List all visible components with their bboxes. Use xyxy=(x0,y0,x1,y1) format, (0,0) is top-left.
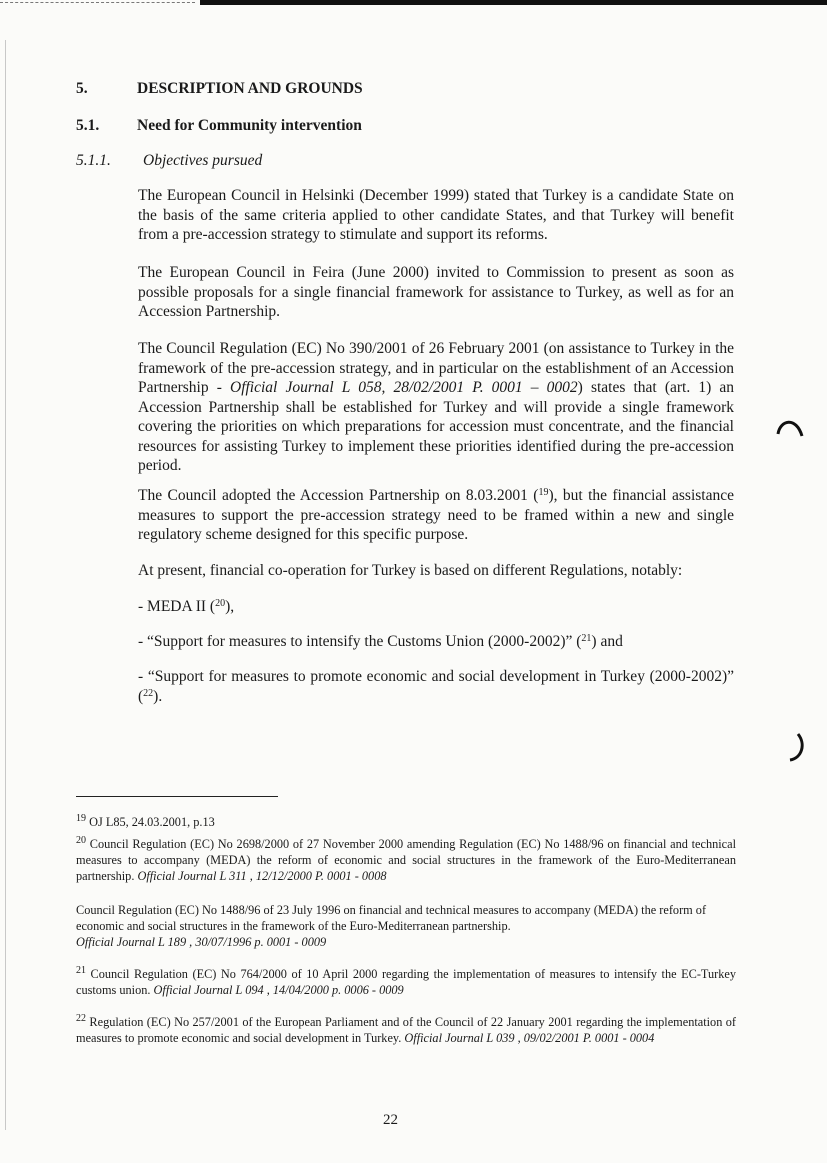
top-edge-bar xyxy=(200,0,827,5)
paragraph-helsinki: The European Council in Helsinki (December 1999) stated that Turkey is a candidate State on the basis of the same criteria applied to other candidate States, and that Turkey will benefit from a pre-accession strategy to stimulate and support its reforms. xyxy=(138,187,734,243)
footnote-ref-19[interactable]: 19 xyxy=(538,487,549,498)
subsection-number: 5.1. xyxy=(76,117,100,134)
bullet-economic-social: - “Support for measures to promote economic and social development in Turkey (2000-2002)” ($^{22}$). xyxy=(138,668,734,705)
bullet-customs-union: - “Support for measures to intensify the Customs Union (2000-2002)” ($^{21}$) and xyxy=(138,633,623,650)
section-title: DESCRIPTION AND GROUNDS xyxy=(137,80,363,97)
subsubsection-title: Objectives pursued xyxy=(143,152,263,169)
subsection-title: Need for Community intervention xyxy=(137,117,362,134)
footnote-separator xyxy=(76,796,278,797)
footnote-20-continued: Council Regulation (EC) No 1488/96 of 23 July 1996 on financial and technical measures to accompany (MEDA) the reform of economic and social structures in the framework of the Euro-Mediterranean partnership. Official Journal L 189 , 30/07/1996 p. 0001 - 0009 xyxy=(76,903,707,949)
footnote-20: $^{20}$ Council Regulation (EC) No 2698/2000 of 27 November 2000 amending Regulation (EC) No 1488/96 on financial and technical measures to accompany (MEDA) the reform of economic and social structures in the framework of the Euro-Mediterranean partnership. Official Journal L 311 , 12/12/2000 P. 0001 - 0008 xyxy=(76,835,736,883)
footnote-ref-21[interactable]: 21 xyxy=(581,633,592,644)
subsubsection-number: 5.1.1. xyxy=(76,152,111,169)
top-edge-dots xyxy=(0,2,195,3)
paragraph-regulation-390: The Council Regulation (EC) No 390/2001 of 26 February 2001 (on assistance to Turkey in the framework of the pre-accession strategy, and in particular on the establishment of an Accession Partnership - Official Journal L 058, 28/02/2001 P. 0001 – 0002) states that (art. 1) an Accession Partnership shall be established for Turkey and will provide a single framework covering the priorities on which preparations for accession must concentrate, and the financial resources for assisting Turkey to implement these priorities identified during the pre-accession period. xyxy=(138,340,735,474)
footnote-ref-20[interactable]: 20 xyxy=(215,598,226,609)
scan-left-edge xyxy=(5,40,6,1130)
scan-margin-mark xyxy=(770,410,810,450)
paragraph-feira: The European Council in Feira (June 2000) invited to Commission to present as soon as possible proposals for a single financial framework for assistance to Turkey, as well as for an Accession Partnership. xyxy=(138,264,734,320)
footnote-ref-22[interactable]: 22 xyxy=(143,687,154,699)
paragraph-accession-partnership: The Council adopted the Accession Partnership on 8.03.2001 ($^{19}$), but the financial assistance measures to support the pre-accession strategy need to be framed within a new and single regulatory scheme designed for this specific purpose. xyxy=(138,487,734,543)
bullet-meda: - MEDA II ($^{20}$), xyxy=(138,598,235,615)
section-number: 5. xyxy=(76,80,88,97)
footnote-22: $^{22}$ Regulation (EC) No 257/2001 of the European Parliament and of the Council of 22 January 2001 regarding the implementation of measures to promote economic and social development in Turkey. Official Journal L 039 , 09/02/2001 P. 0001 - 0004 xyxy=(76,1013,736,1045)
footnote-21: $^{21}$ Council Regulation (EC) No 764/2000 of 10 April 2000 regarding the implementation of measures to intensify the EC-Turkey customs union. Official Journal L 094 , 14/04/2000 p. 0006 - 0009 xyxy=(76,965,736,997)
scan-margin-mark xyxy=(780,730,810,766)
paragraph-financial-cooperation: At present, financial co-operation for Turkey is based on different Regulations, notably: xyxy=(138,562,683,579)
page-number: 22 xyxy=(383,1112,398,1128)
footnote-19: $^{19}$ OJ L85, 24.03.2001, p.13 xyxy=(76,813,215,829)
